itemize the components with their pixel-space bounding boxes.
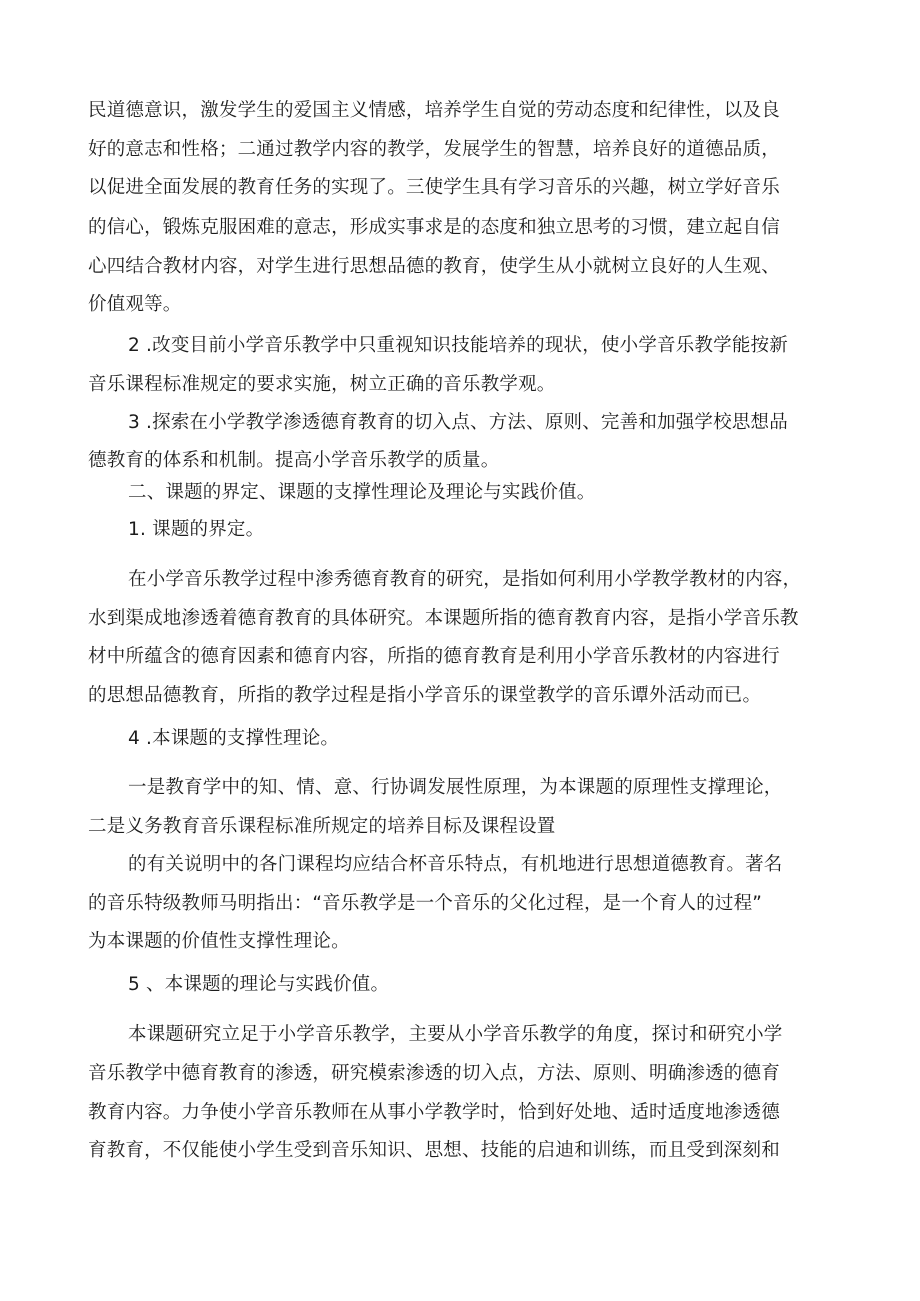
text-line-6: 价值观等。 (88, 294, 182, 315)
paragraph-theory-line-4: 的音乐特级教师马明指出：“音乐教学是一个音乐的父化过程，是一个育人的过程” (88, 893, 763, 914)
paragraph-definition-line-2: 水到渠成地渗透着德育教育的具体研究。本课题所指的德育教育内容，是指小学音乐教 (88, 608, 799, 629)
section-heading: 二、课题的界定、课题的支撑性理论及理论与实践价值。 (128, 482, 596, 503)
paragraph-theory-line-1: 一是教育学中的知、情、意、行协调发展性原理，为本课题的原理性支撑理论， (128, 777, 783, 798)
text-line-1: 民道德意识，激发学生的爱国主义情感，培养学生自觉的劳动态度和纪律性，以及良 (88, 100, 780, 121)
list-item-2-line-1: 2 .改变目前小学音乐教学中只重视知识技能培养的现状，使小学音乐教学能按新 (128, 335, 788, 356)
text-line-2: 好的意志和性格；二通过教学内容的教学，发展学生的智慧，培养良好的道德品质， (88, 139, 780, 160)
text-line-5: 心四结合教材内容，对学生进行思想品德的教育，使学生从小就树立良好的人生观、 (88, 256, 780, 277)
paragraph-theory-line-2: 二是义务教育音乐课程标准所规定的培养目标及课程设置 (88, 816, 556, 837)
list-item-2-line-2: 音乐课程标准规定的要求实施，树立正确的音乐教学观。 (88, 374, 556, 395)
text-line-4: 的信心，锻炼克服困难的意志，形成实事求是的态度和独立思考的习惯，建立起自信 (88, 217, 780, 238)
list-item-3-line-1: 3 .探索在小学教学渗透德育教育的切入点、方法、原则、完善和加强学校思想品 (128, 412, 788, 433)
paragraph-definition-line-4: 的思想品德教育，所指的教学过程是指小学音乐的课堂教学的音乐谭外活动而已。 (88, 685, 762, 706)
subsection-heading-4: 4 .本课题的支撑性理论。 (128, 728, 340, 749)
paragraph-value-line-4: 育教育，不仅能使小学生受到音乐知识、思想、技能的启迪和训练，而且受到深刻和 (88, 1140, 780, 1161)
paragraph-theory-line-3: 的有关说明中的各门课程均应结合杯音乐特点，有机地进行思想道德教育。著名 (128, 854, 783, 875)
paragraph-value-line-3: 教育内容。力争使小学音乐教师在从事小学教学时，恰到好处地、适时适度地渗透德 (88, 1102, 780, 1123)
paragraph-theory-line-5: 为本课题的价值性支撑性理论。 (88, 931, 350, 952)
subsection-heading-5: 5 、本课题的理论与实践价值。 (128, 974, 390, 995)
subsection-heading-1: 1. 课题的界定。 (128, 519, 265, 540)
paragraph-value-line-2: 音乐教学中德育教育的渗透，研究模索渗透的切入点，方法、原则、明确渗透的德育 (88, 1063, 780, 1084)
list-item-3-line-2: 德教育的体系和机制。提高小学音乐教学的质量。 (88, 450, 500, 471)
text-line-3: 以促进全面发展的教育任务的实现了。三使学生具有学习音乐的兴趣，树立学好音乐 (88, 177, 780, 198)
paragraph-definition-line-1: 在小学音乐教学过程中渗秀德育教育的研究，是指如何利用小学教学教材的内容， (128, 569, 802, 590)
paragraph-value-line-1: 本课题研究立足于小学音乐教学，主要从小学音乐教学的角度，探讨和研究小学 (128, 1024, 783, 1045)
paragraph-definition-line-3: 材中所蕴含的德育因素和德育内容，所指的德育教育是利用小学音乐教材的内容进行 (88, 646, 780, 667)
